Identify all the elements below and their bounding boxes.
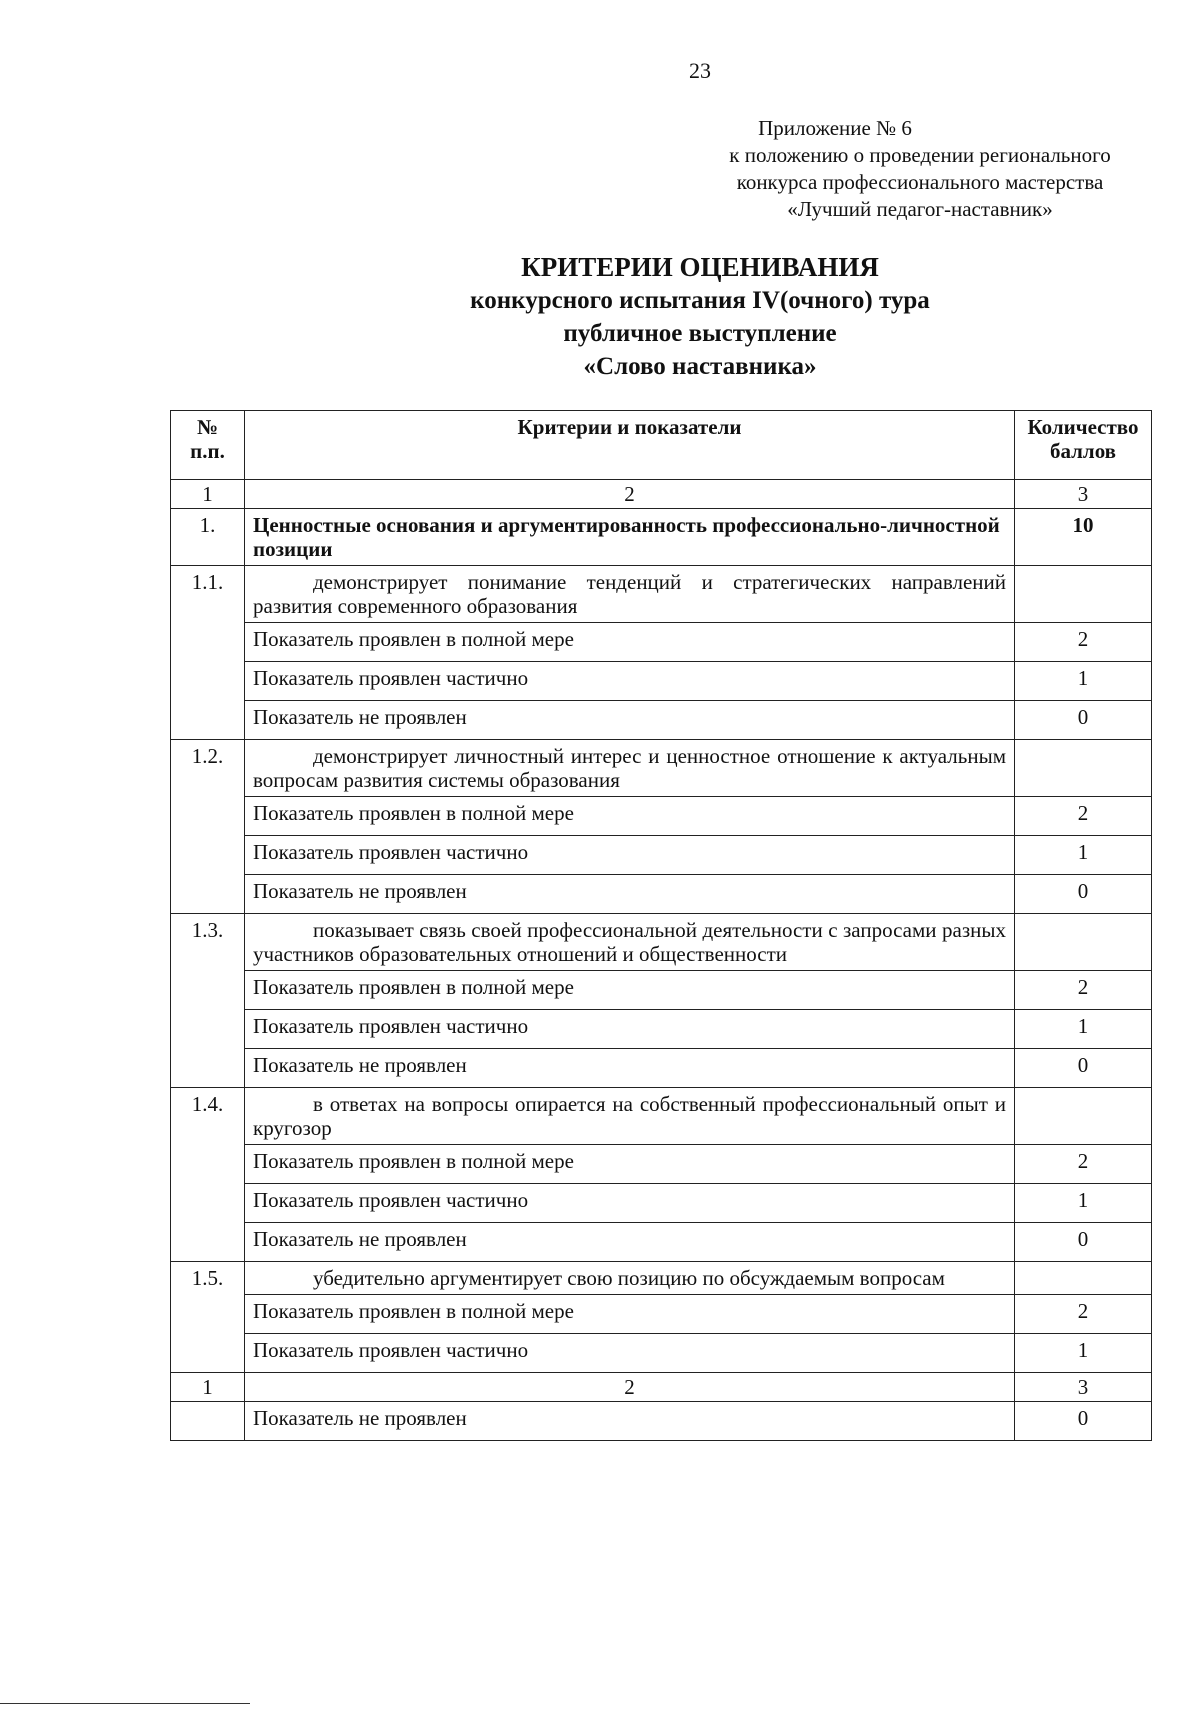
indicator-score: 0 (1015, 701, 1152, 740)
criterion-text: в ответах на вопросы опирается на собственный профессиональный опыт и кругозор (253, 1092, 1006, 1140)
indicator-score: 0 (1015, 1223, 1152, 1262)
indicator-row (171, 1402, 1152, 1441)
criterion-score-empty (1015, 1262, 1152, 1295)
indicator-row (171, 971, 1152, 1010)
header-score-line-1: Количество (1027, 415, 1139, 439)
criterion-score-empty (1015, 1088, 1152, 1145)
indicator-row (171, 1223, 1152, 1262)
indicator-score: 1 (1015, 1334, 1152, 1373)
section-row (171, 509, 1152, 566)
title-main: КРИТЕРИИ ОЦЕНИВАНИЯ (521, 252, 879, 282)
continuation-num-empty (171, 1402, 245, 1441)
indicator-score: 1 (1015, 836, 1152, 875)
indicator-label: Показатель проявлен частично (245, 662, 1015, 701)
criterion-num: 1.5. (171, 1262, 245, 1373)
indicator-row (171, 797, 1152, 836)
indicator-label: Показатель проявлен в полной мере (245, 1145, 1015, 1184)
indicator-score: 2 (1015, 971, 1152, 1010)
criterion-num: 1.3. (171, 914, 245, 1088)
table-header-row (171, 411, 1152, 480)
appendix-line-1: Приложение № 6 (758, 116, 912, 140)
criterion-num: 1.2. (171, 740, 245, 914)
criterion-row (171, 566, 1152, 623)
indicator-row (171, 1295, 1152, 1334)
indicator-label: Показатель не проявлен (245, 1402, 1015, 1441)
indicator-row (171, 1049, 1152, 1088)
criterion-description (245, 1262, 1015, 1295)
header-score-line-2: баллов (1049, 439, 1117, 463)
indicator-label: Показатель проявлен в полной мере (245, 1295, 1015, 1334)
indicator-row (171, 1184, 1152, 1223)
criteria-table (170, 410, 1152, 1441)
criterion-score-empty (1015, 914, 1152, 971)
criterion-row (171, 914, 1152, 971)
indicator-label: Показатель проявлен частично (245, 1184, 1015, 1223)
bottom-index-1: 1 (171, 1373, 245, 1402)
criterion-description (245, 566, 1015, 623)
column-index-row (171, 480, 1152, 509)
indicator-score: 0 (1015, 1049, 1152, 1088)
indicator-score: 1 (1015, 1184, 1152, 1223)
criterion-row (171, 1088, 1152, 1145)
criterion-row (171, 740, 1152, 797)
indicator-score: 0 (1015, 875, 1152, 914)
indicator-label: Показатель проявлен частично (245, 1334, 1015, 1373)
indicator-row (171, 701, 1152, 740)
header-num-line-2: п.п. (190, 439, 225, 463)
top-index-3: 3 (1015, 480, 1152, 509)
indicator-label: Показатель не проявлен (245, 701, 1015, 740)
indicator-label: Показатель не проявлен (245, 1223, 1015, 1262)
appendix-line-2: к положению о проведении регионального (729, 143, 1111, 167)
indicator-row (171, 1010, 1152, 1049)
criterion-text: показывает связь своей профессиональной деятельности с запросами разных участников образовательных отношений и общественности (253, 918, 1006, 966)
criterion-num: 1.4. (171, 1088, 245, 1262)
appendix-note (695, 115, 1145, 223)
criterion-description (245, 1088, 1015, 1145)
criterion-text: демонстрирует личностный интерес и ценностное отношение к актуальным вопросам развития системы образования (253, 744, 1006, 792)
bottom-index-3: 3 (1015, 1373, 1152, 1402)
title-subtitle-1: конкурсного испытания IV(очного) тура (470, 287, 930, 314)
section-num: 1. (171, 509, 245, 566)
indicator-label: Показатель проявлен частично (245, 1010, 1015, 1049)
criterion-score-empty (1015, 740, 1152, 797)
page-number: 23 (689, 58, 711, 83)
indicator-label: Показатель не проявлен (245, 875, 1015, 914)
indicator-score: 0 (1015, 1402, 1152, 1441)
indicator-score: 1 (1015, 1010, 1152, 1049)
criterion-row (171, 1262, 1152, 1295)
indicator-row (171, 836, 1152, 875)
criterion-description (245, 914, 1015, 971)
indicator-score: 2 (1015, 797, 1152, 836)
criterion-num: 1.1. (171, 566, 245, 740)
top-index-2: 2 (245, 480, 1015, 509)
column-index-row (171, 1373, 1152, 1402)
indicator-row (171, 623, 1152, 662)
document-title (380, 250, 1020, 383)
criterion-text: демонстрирует понимание тенденций и стратегических направлений развития современного образования (253, 570, 1006, 618)
indicator-label: Показатель проявлен в полной мере (245, 797, 1015, 836)
table-body (171, 480, 1152, 1441)
indicator-row (171, 875, 1152, 914)
indicator-label: Показатель проявлен в полной мере (245, 623, 1015, 662)
top-index-1: 1 (171, 480, 245, 509)
indicator-row (171, 1334, 1152, 1373)
title-subtitle-3: «Слово наставника» (583, 353, 817, 380)
footnote-separator (0, 1703, 250, 1704)
appendix-line-3: конкурса профессионального мастерства (736, 170, 1104, 194)
section-title: Ценностные основания и аргументированность профессионально-личностной позиции (245, 509, 1015, 566)
indicator-score: 2 (1015, 1145, 1152, 1184)
indicator-label: Показатель проявлен в полной мере (245, 971, 1015, 1010)
bottom-index-2: 2 (245, 1373, 1015, 1402)
criterion-score-empty (1015, 566, 1152, 623)
header-criteria: Критерии и показатели (245, 411, 1015, 480)
title-subtitle-2: публичное выступление (563, 320, 837, 347)
indicator-score: 2 (1015, 623, 1152, 662)
header-score (1015, 411, 1152, 480)
indicator-label: Показатель не проявлен (245, 1049, 1015, 1088)
appendix-line-4: «Лучший педагог-наставник» (787, 197, 1053, 221)
indicator-label: Показатель проявлен частично (245, 836, 1015, 875)
indicator-score: 1 (1015, 662, 1152, 701)
header-num (171, 411, 245, 480)
indicator-row (171, 1145, 1152, 1184)
section-score: 10 (1015, 509, 1152, 566)
indicator-score: 2 (1015, 1295, 1152, 1334)
indicator-row (171, 662, 1152, 701)
criterion-text: убедительно аргументирует свою позицию по обсуждаемым вопросам (313, 1266, 945, 1290)
criterion-description (245, 740, 1015, 797)
header-num-line-1: № (196, 415, 219, 439)
